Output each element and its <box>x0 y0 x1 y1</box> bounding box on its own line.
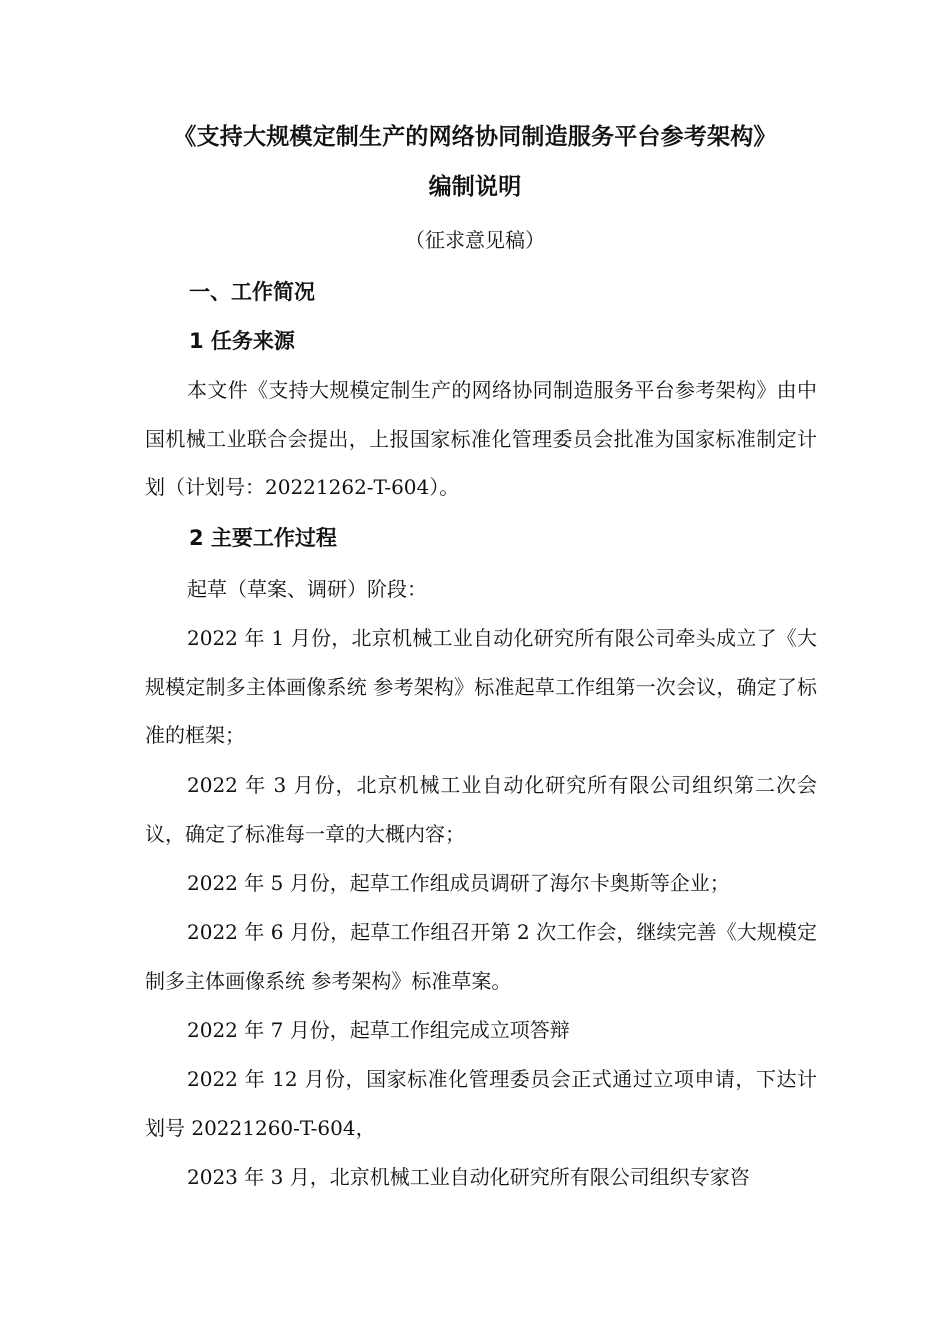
paragraph-2022-12: 2022 年 12 月份，国家标准化管理委员会正式通过立项申请，下达计划号 20221260-T-604， <box>145 1067 817 1140</box>
document-title-line2: 编制说明 <box>428 174 522 200</box>
document-title: 《支持大规模定制生产的网络协同制造服务平台参考架构》 <box>173 124 777 150</box>
section-heading-work-overview: 一、工作简况 <box>189 280 315 304</box>
paragraph-task-source: 本文件《支持大规模定制生产的网络协同制造服务平台参考架构》由中国机械工业联合会提出，上报国家标准化管理委员会批准为国家标准制定计划（计划号：20221262-T-604）。 <box>145 378 817 500</box>
paragraph-2023-03: 2023 年 3 月，北京机械工业自动化研究所有限公司组织专家咨 <box>187 1165 750 1189</box>
paragraph-drafting-stage: 起草（草案、调研）阶段： <box>187 577 427 601</box>
paragraph-2022-05: 2022 年 5 月份，起草工作组成员调研了海尔卡奥斯等企业； <box>187 871 730 895</box>
subsection-heading-work-process: 2 主要工作过程 <box>189 526 337 550</box>
document-subtitle: （征求意见稿） <box>405 228 545 252</box>
paragraph-2022-01: 2022 年 1 月份，北京机械工业自动化研究所有限公司牵头成立了《大规模定制多主体画像系统 参考架构》标准起草工作组第一次会议，确定了标准的框架； <box>145 626 817 748</box>
paragraph-2022-03: 2022 年 3 月份，北京机械工业自动化研究所有限公司组织第二次会议，确定了标准每一章的大概内容； <box>145 773 817 846</box>
paragraph-2022-06: 2022 年 6 月份，起草工作组召开第 2 次工作会，继续完善《大规模定制多主体画像系统 参考架构》标准草案。 <box>145 920 817 993</box>
subsection-heading-task-source: 1 任务来源 <box>189 329 295 353</box>
paragraph-2022-07: 2022 年 7 月份，起草工作组完成立项答辩 <box>187 1018 570 1042</box>
